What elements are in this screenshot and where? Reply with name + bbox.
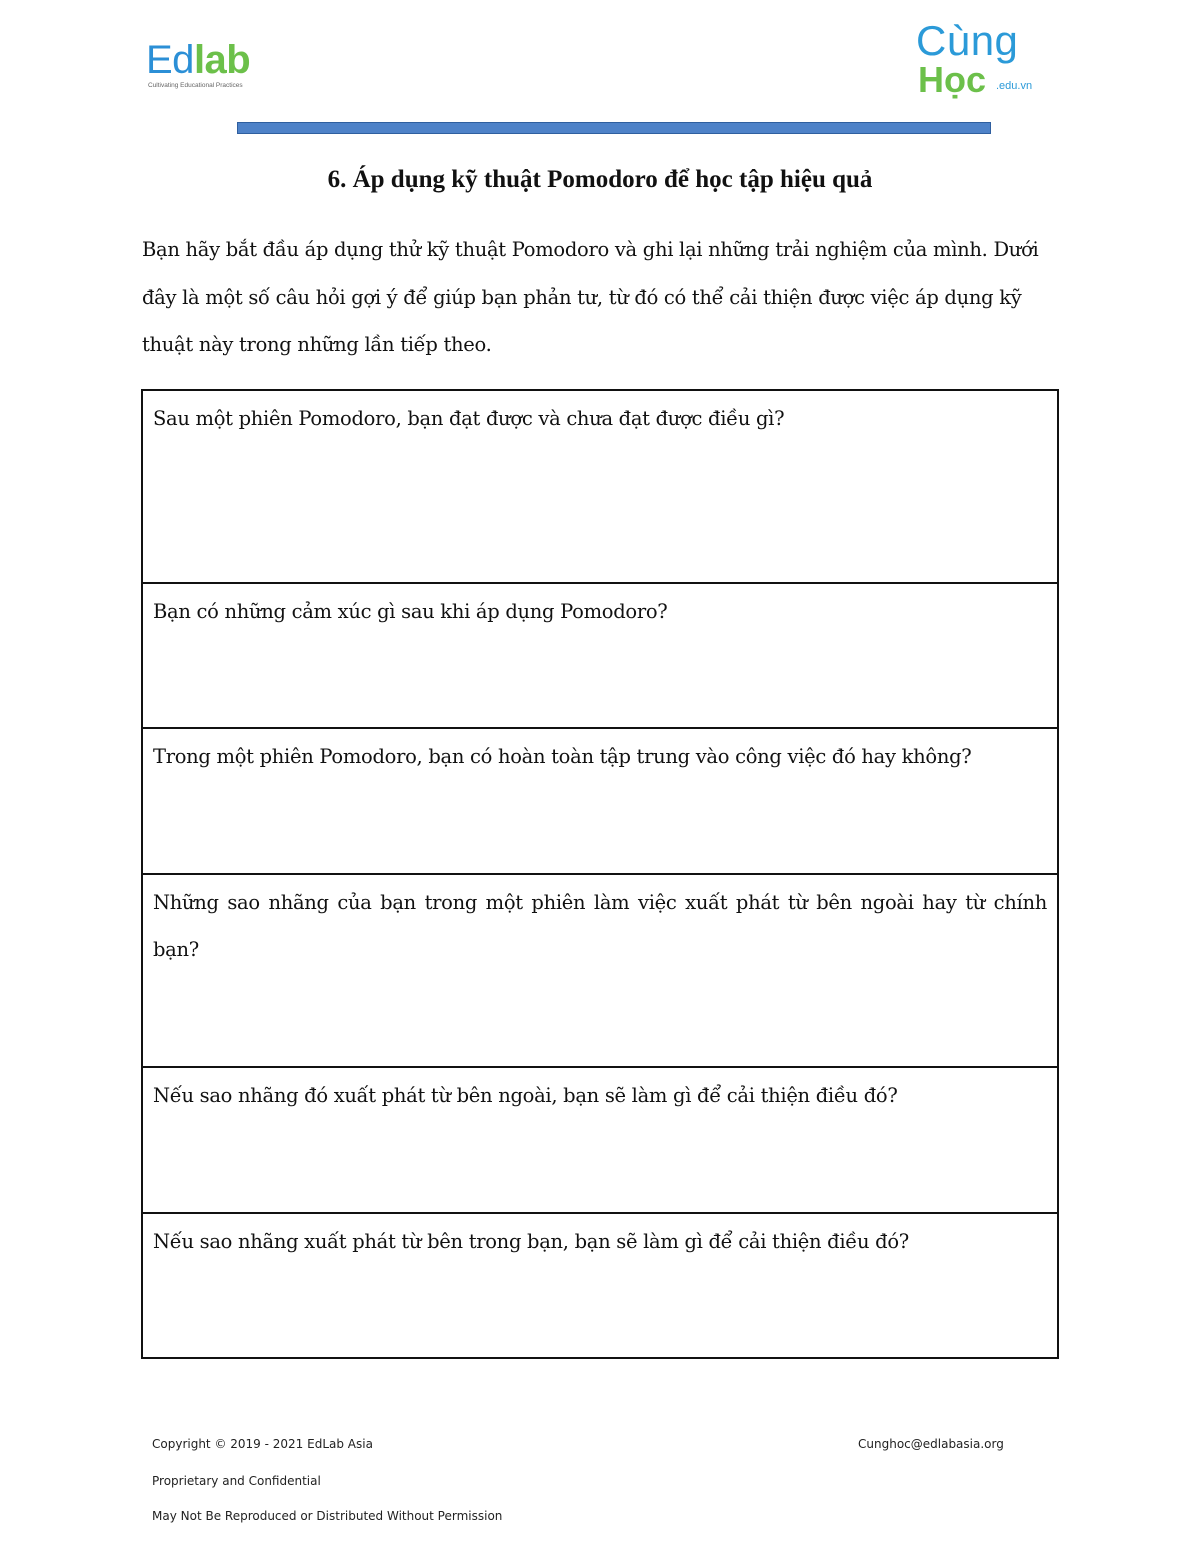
reflection-table — [141, 389, 1059, 1359]
table-row — [142, 1213, 1058, 1358]
footer-notice: May Not Be Reproduced or Distributed Without Permission — [152, 1509, 503, 1523]
question-text: Trong một phiên Pomodoro, bạn có hoàn toàn tập trung vào công việc đó hay không? — [153, 745, 972, 768]
question-cell[interactable] — [142, 583, 1058, 728]
edlab-ed-text: Ed — [146, 38, 194, 82]
question-cell[interactable] — [142, 1213, 1058, 1358]
question-cell[interactable] — [142, 390, 1058, 583]
header-divider-bar — [237, 122, 991, 134]
intro-paragraph: Bạn hãy bắt đầu áp dụng thử kỹ thuật Pomodoro và ghi lại những trải nghiệm của mình. Dưới đây là một số câu hỏi gợi ý để giúp bạn phản tư, từ đó có thể cải thiện được việc áp dụng kỹ thuật này trong những lần tiếp theo. — [142, 238, 1039, 356]
cunghoc-hoc-text: Học — [918, 59, 987, 100]
cunghoc-domain-text: .edu.vn — [996, 80, 1033, 92]
edlab-wordmark — [146, 40, 250, 80]
question-text: Nếu sao nhãng xuất phát từ bên trong bạn, bạn sẽ làm gì để cải thiện điều đó? — [153, 1230, 909, 1253]
question-text: Nếu sao nhãng đó xuất phát từ bên ngoài, bạn sẽ làm gì để cải thiện điều đó? — [153, 1084, 898, 1107]
footer-confidential: Proprietary and Confidential — [152, 1474, 321, 1488]
edlab-tagline: Cultivating Educational Practices — [148, 82, 243, 89]
edlab-lab-text: lab — [193, 38, 251, 82]
table-row — [142, 728, 1058, 874]
question-text: Sau một phiên Pomodoro, bạn đạt được và chưa đạt được điều gì? — [153, 407, 785, 430]
question-cell[interactable] — [142, 728, 1058, 874]
question-text: Những sao nhãng của bạn trong một phiên làm việc xuất phát từ bên ngoài hay từ chính bạn? — [153, 891, 1047, 961]
question-text: Bạn có những cảm xúc gì sau khi áp dụng Pomodoro? — [153, 600, 668, 623]
table-row — [142, 874, 1058, 1067]
page-title: 6. Áp dụng kỹ thuật Pomodoro để học tập hiệu quả — [327, 166, 873, 193]
question-cell[interactable] — [142, 874, 1058, 1067]
cunghoc-cung-text: Cùng — [916, 17, 1019, 64]
footer-copyright: Copyright © 2019 - 2021 EdLab Asia — [152, 1437, 373, 1451]
table-row — [142, 583, 1058, 728]
table-row — [142, 390, 1058, 583]
cunghoc-logo — [916, 17, 1056, 100]
footer-email-link[interactable]: Cunghoc@edlabasia.org — [858, 1437, 1004, 1451]
question-cell[interactable] — [142, 1067, 1058, 1213]
edlab-logo — [146, 40, 276, 92]
table-row — [142, 1067, 1058, 1213]
